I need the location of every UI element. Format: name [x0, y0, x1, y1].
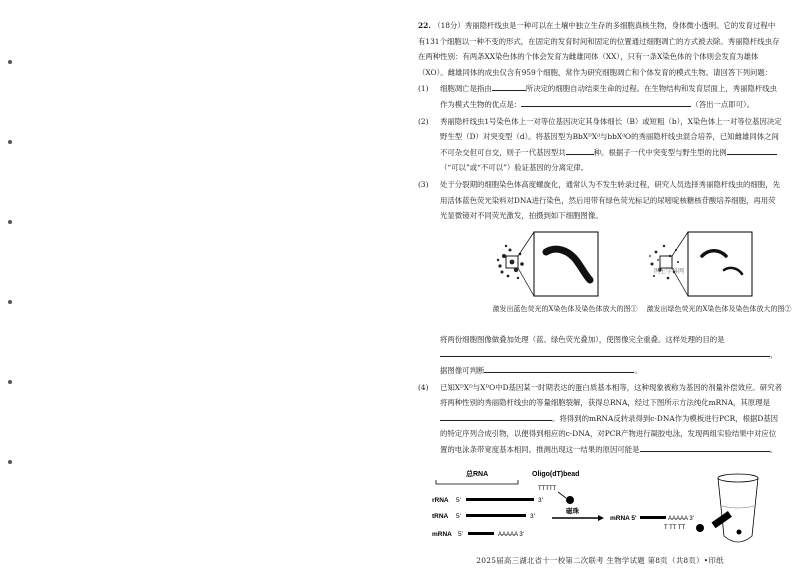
answer-blank[interactable] — [440, 347, 770, 357]
five-prime-label: 5' — [458, 531, 463, 538]
figure-2-caption: 激发出绿色荧光的X染色体及染色体放大的图② — [646, 304, 792, 313]
binding-margin — [8, 0, 22, 577]
part-text: 。将得到的mRNA反转录得到c-DNA作为模板进行PCR，根据D基因的特定序列合成引物，以便得到相应的c-DNA，对PCR产物进行凝胶电泳，发现两组实验结果中对应位置的电泳条带宽度基本相同。推测出现这一结果的原因可能是 — [440, 413, 779, 454]
question-22 — [418, 18, 792, 457]
magnet-label: 磁珠 — [566, 508, 579, 515]
part-text: 。 — [634, 365, 642, 375]
oligo-dt-label: TTTTT — [538, 486, 557, 492]
magnetic-bead — [566, 496, 574, 504]
five-prime-label: 5' — [456, 513, 461, 520]
three-prime-label: 3' — [538, 497, 543, 504]
oligo-dt-bound-label: T TT TT — [664, 525, 686, 531]
answer-blank[interactable] — [440, 411, 552, 421]
polya-label: AAAAA 3' — [498, 532, 524, 538]
purified-mrna-strand — [640, 516, 666, 519]
answer-blank[interactable] — [492, 81, 526, 91]
part-text: 秀丽隐杆线虫1号染色体上一对等位基因决定其身体细长（B）或短粗（b），X染色体上一对等位基因决定野生型（D）对突变型（d）。将基因型为BbXᴰXᵈ与bbXᵈO的秀丽隐杆线虫混合培养，已知雌雄同体之间不可杂交但可自交，则子一代基因型共 — [440, 116, 782, 157]
answer-blank[interactable] — [484, 363, 634, 373]
three-prime-label: 3' — [530, 513, 535, 520]
part-text: 。 — [769, 444, 777, 454]
answer-blank[interactable] — [640, 442, 770, 452]
bracket — [436, 480, 518, 484]
part-text: ，据图像可判断 — [440, 350, 778, 375]
question-number: 22. — [418, 21, 431, 30]
five-prime-label: 5' — [456, 497, 461, 504]
green-fluorescence-image — [644, 226, 794, 302]
part-number: (4) — [418, 382, 429, 392]
part-text: 处于分裂期的细胞染色体高度螺旋化，通常认为不发生转录过程，研究人员选择秀丽隐杆线虫的细胞，先用活体蓝色荧光染料对DNA进行染色，然后用带有绿色荧光标记的尿嘧啶核糖核苷酸培养细胞，再用荧光显微镜对不同荧光激发，拍摄到如下细胞图像。 — [440, 179, 780, 221]
mrna-purification-diagram — [418, 466, 782, 550]
mrna-label: mRNA — [432, 531, 452, 538]
answer-blank[interactable] — [521, 97, 691, 107]
part-2 — [418, 114, 782, 176]
test-tube-icon — [712, 474, 758, 542]
watermark-stamp: 网上学科网 — [654, 267, 685, 275]
figure-1 — [490, 226, 640, 314]
mrna-strand — [468, 532, 494, 535]
part-3 — [418, 177, 792, 379]
bead-label: Oligo(dT)bead — [532, 471, 580, 478]
linker — [558, 492, 566, 498]
page-footer: 2025届高三湖北省十一校第二次联考 生物学试题 第8页（共8页）•印纸 — [476, 556, 724, 565]
part-4 — [418, 380, 782, 458]
part-1 — [418, 81, 782, 112]
question-intro — [418, 18, 782, 80]
trna-strand — [466, 514, 526, 517]
part-text: 细胞凋亡是指由 — [440, 84, 492, 94]
part-text: 已知XᴰXᴰ与XᴰO中D基因某一时期表达的蛋白质基本相等，这种现象被称为基因的剂量补偿效应。研究者将两种性别的秀丽隐杆线虫的等量细胞裂解，获得总RNA，经过下图所示方法纯化mRNA，其原理是 — [440, 382, 782, 408]
part-number: (3) — [418, 179, 429, 189]
answer-blank[interactable] — [727, 145, 777, 155]
mrna-out-label: mRNA 5' — [610, 515, 637, 522]
total-rna-label: 总RNA — [466, 471, 489, 478]
figure-1-caption: 激发出蓝色荧光的X染色体及染色体放大的图① — [492, 304, 638, 313]
bound-bead — [696, 524, 704, 532]
rrna-strand — [466, 498, 534, 501]
intro-text: （18分）秀丽隐杆线虫是一种可以在土壤中独立生存的多细胞真核生物，身体微小透明。它的发育过程中有131个细胞以一种不变的形式，在固定的发育时间和固定的位置通过细胞凋亡的方式被去除。秀丽隐杆线虫存在两种性别：有两条XX染色体的个体会发育为雌雄同体（XX），只有一条X染色体的个体则会发育为雄体（XO）。雌雄同体的成虫仅含有959个细胞，常作为研究细胞凋亡和个体发育的模式生物。请回答下列问题： — [418, 21, 780, 77]
part-number: (1) — [418, 84, 429, 94]
polya-label: AAAAA 3' — [668, 516, 694, 522]
cell-images — [440, 226, 792, 332]
part-text: （答出一点即可）。 — [691, 99, 755, 109]
arrow-head — [598, 515, 604, 521]
part-text: 将两份细胞图像做叠加处理（蓝、绿色荧光叠加），使图像完全重叠。这样处理的目的是 — [440, 334, 725, 344]
part-text: （“可以”或“不可以”）验证基因的分离定律。 — [440, 163, 589, 173]
part-text: 种。根据子一代中突变型与野生型的比例 — [593, 147, 727, 157]
part-text: 所决定的细胞自动结束生命的过程。在生物结构和发育层面上，秀丽隐杆线虫作为模式生物的优点是： — [440, 84, 778, 109]
trna-label: tRNA — [432, 513, 449, 520]
part-3-continued — [440, 332, 782, 379]
rrna-label: rRNA — [432, 497, 449, 504]
part-number: (2) — [418, 116, 429, 126]
answer-blank[interactable] — [566, 145, 594, 155]
blue-fluorescence-image — [490, 226, 640, 302]
